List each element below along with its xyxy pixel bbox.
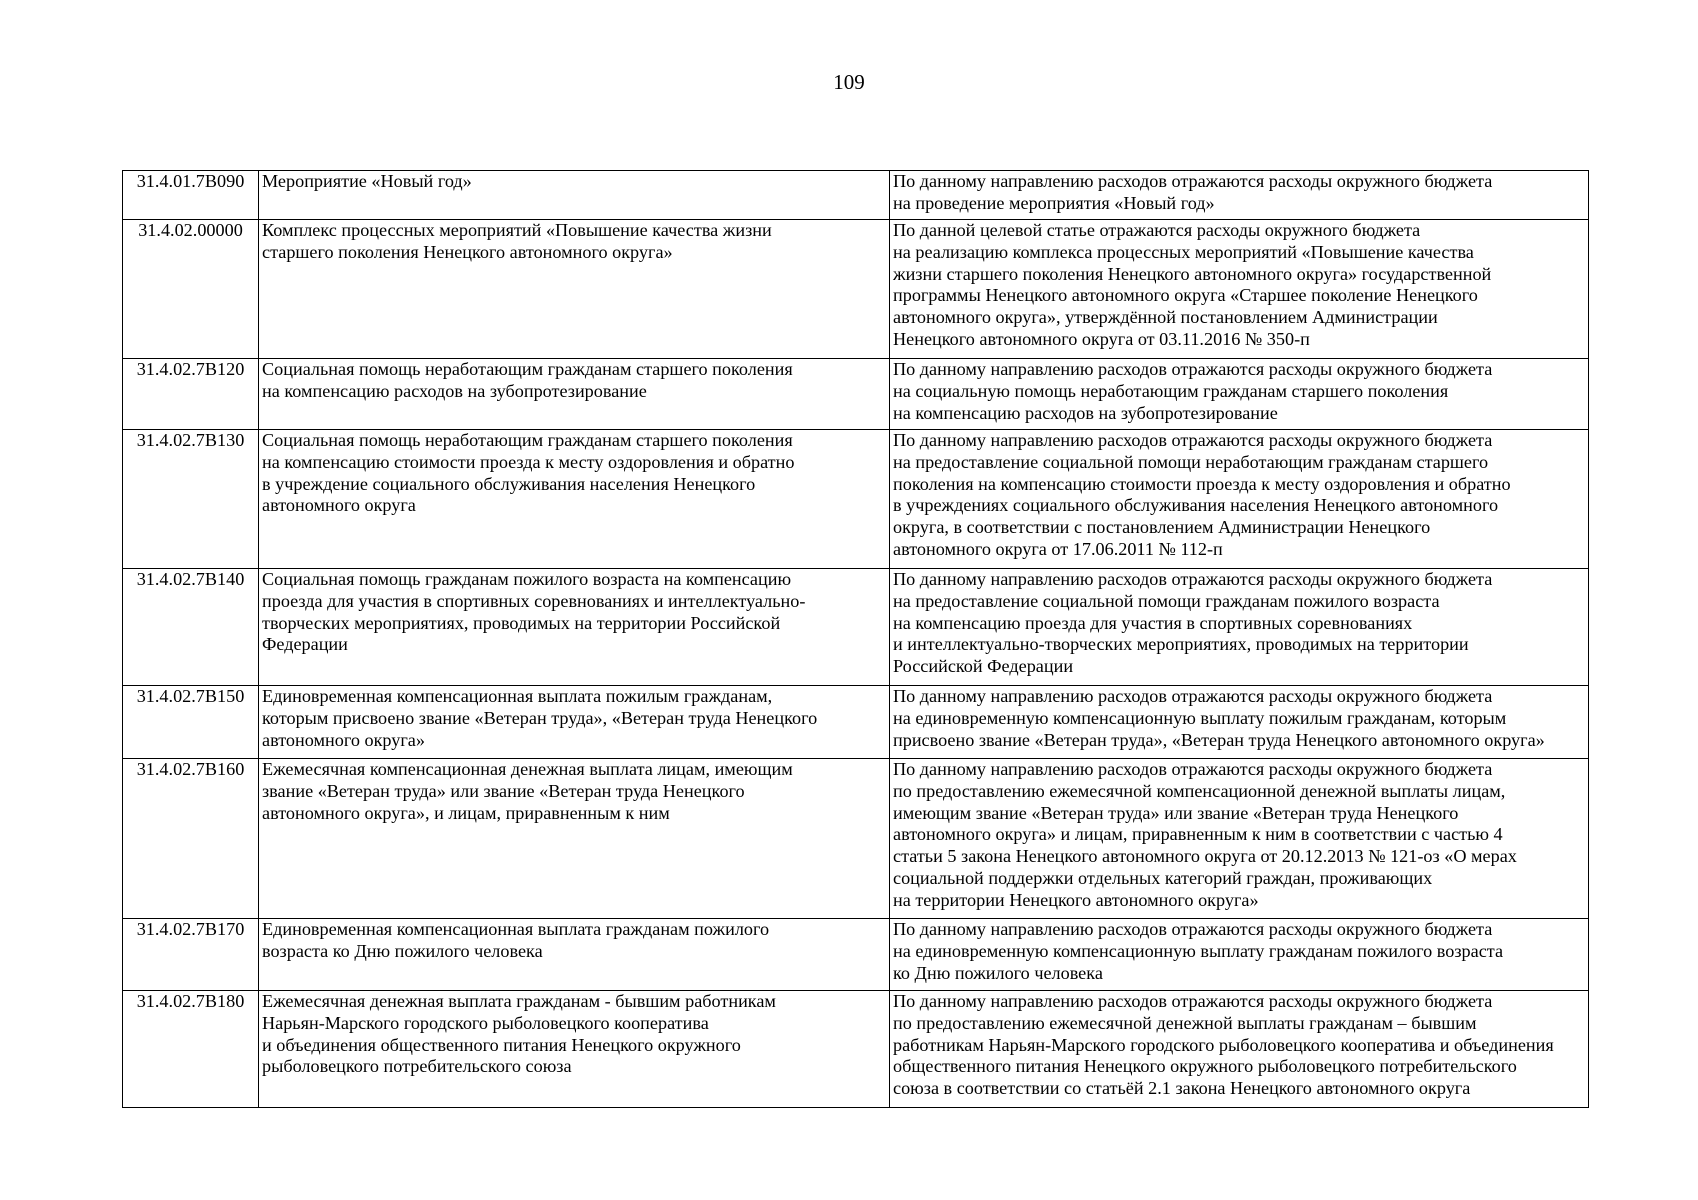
target-article-description: По данному направлению расходов отражаются расходы окружного бюджета на социальную помощь неработающим гражданам старшего поколения на компенсацию расходов на зубопротезирование <box>890 359 1589 430</box>
target-article-code: 31.4.02.7В130 <box>123 430 259 569</box>
target-article-code: 31.4.02.7В120 <box>123 359 259 430</box>
table-row <box>123 686 1589 759</box>
target-article-name: Социальная помощь неработающим гражданам старшего поколения на компенсацию стоимости проезда к месту оздоровления и обратно в учреждение социального обслуживания населения Ненецкого автономного округа <box>259 430 890 569</box>
target-article-code: 31.4.02.7В170 <box>123 919 259 991</box>
target-article-name: Единовременная компенсационная выплата гражданам пожилого возраста ко Дню пожилого человека <box>259 919 890 991</box>
target-article-name: Единовременная компенсационная выплата пожилым гражданам, которым присвоено звание «Ветеран труда», «Ветеран труда Ненецкого автономного округа» <box>259 686 890 759</box>
target-article-description: По данному направлению расходов отражаются расходы окружного бюджета на единовременную компенсационную выплату пожилым гражданам, которым присвоено звание «Ветеран труда», «Ветеран труда Ненецкого автономного округа» <box>890 686 1589 759</box>
budget-classification-table <box>122 170 1589 1108</box>
target-article-name: Социальная помощь гражданам пожилого возраста на компенсацию проезда для участия в спортивных соревнованиях и интеллектуально- творческих мероприятиях, проводимых на территории Российской Федерации <box>259 569 890 686</box>
target-article-name: Ежемесячная компенсационная денежная выплата лицам, имеющим звание «Ветеран труда» или звание «Ветеран труда Ненецкого автономного округа», и лицам, приравненным к ним <box>259 759 890 919</box>
target-article-code: 31.4.02.7В140 <box>123 569 259 686</box>
target-article-name: Комплекс процессных мероприятий «Повышение качества жизни старшего поколения Ненецкого автономного округа» <box>259 220 890 359</box>
target-article-code: 31.4.02.7В180 <box>123 991 259 1108</box>
table-body <box>123 171 1589 1108</box>
table-row <box>123 359 1589 430</box>
target-article-description: По данному направлению расходов отражаются расходы окружного бюджета на единовременную компенсационную выплату гражданам пожилого возраста ко Дню пожилого человека <box>890 919 1589 991</box>
target-article-code: 31.4.01.7В090 <box>123 171 259 220</box>
table-row <box>123 991 1589 1108</box>
target-article-name: Социальная помощь неработающим гражданам старшего поколения на компенсацию расходов на зубопротезирование <box>259 359 890 430</box>
page-number: 109 <box>833 70 865 94</box>
target-article-description: По данному направлению расходов отражаются расходы окружного бюджета по предоставлению ежемесячной компенсационной денежной выплаты лицам, имеющим звание «Ветеран труда» или звание «Ветеран труда Ненецкого автономного округа» и лицам, приравненным к ним в соответствии с частью 4 статьи 5 закона Ненецкого автономного округа от 20.12.2013 № 121-оз «О мерах социальной поддержки отдельных категорий граждан, проживающих на территории Ненецкого автономного округа» <box>890 759 1589 919</box>
target-article-description: По данному направлению расходов отражаются расходы окружного бюджета на проведение мероприятия «Новый год» <box>890 171 1589 220</box>
target-article-description: По данному направлению расходов отражаются расходы окружного бюджета на предоставление социальной помощи гражданам пожилого возраста на компенсацию проезда для участия в спортивных соревнованиях и интеллектуально-творческих мероприятиях, проводимых на территории Российской Федерации <box>890 569 1589 686</box>
target-article-description: По данному направлению расходов отражаются расходы окружного бюджета по предоставлению ежемесячной денежной выплаты гражданам – бывшим работникам Нарьян-Марского городского рыболовецкого кооператива и объединения общественного питания Ненецкого окружного рыболовецкого потребительского союза в соответствии со статьёй 2.1 закона Ненецкого автономного округа <box>890 991 1589 1108</box>
table-row <box>123 569 1589 686</box>
target-article-name: Мероприятие «Новый год» <box>259 171 890 220</box>
table-row <box>123 430 1589 569</box>
target-article-description: По данному направлению расходов отражаются расходы окружного бюджета на предоставление социальной помощи неработающим гражданам старшего поколения на компенсацию стоимости проезда к месту оздоровления и обратно в учреждениях социального обслуживания населения Ненецкого автономного округа, в соответствии с постановлением Администрации Ненецкого автономного округа от 17.06.2011 № 112-п <box>890 430 1589 569</box>
target-article-description: По данной целевой статье отражаются расходы окружного бюджета на реализацию комплекса процессных мероприятий «Повышение качества жизни старшего поколения Ненецкого автономного округа» государственной программы Ненецкого автономного округа «Старшее поколение Ненецкого автономного округа», утверждённой постановлением Администрации Ненецкого автономного округа от 03.11.2016 № 350-п <box>890 220 1589 359</box>
table-row <box>123 919 1589 991</box>
table-row <box>123 171 1589 220</box>
table-row <box>123 220 1589 359</box>
target-article-code: 31.4.02.7В160 <box>123 759 259 919</box>
target-article-name: Ежемесячная денежная выплата гражданам - бывшим работникам Нарьян-Марского городского рыболовецкого кооператива и объединения общественного питания Ненецкого окружного рыболовецкого потребительского союза <box>259 991 890 1108</box>
table-row <box>123 759 1589 919</box>
target-article-code: 31.4.02.7В150 <box>123 686 259 759</box>
target-article-code: 31.4.02.00000 <box>123 220 259 359</box>
